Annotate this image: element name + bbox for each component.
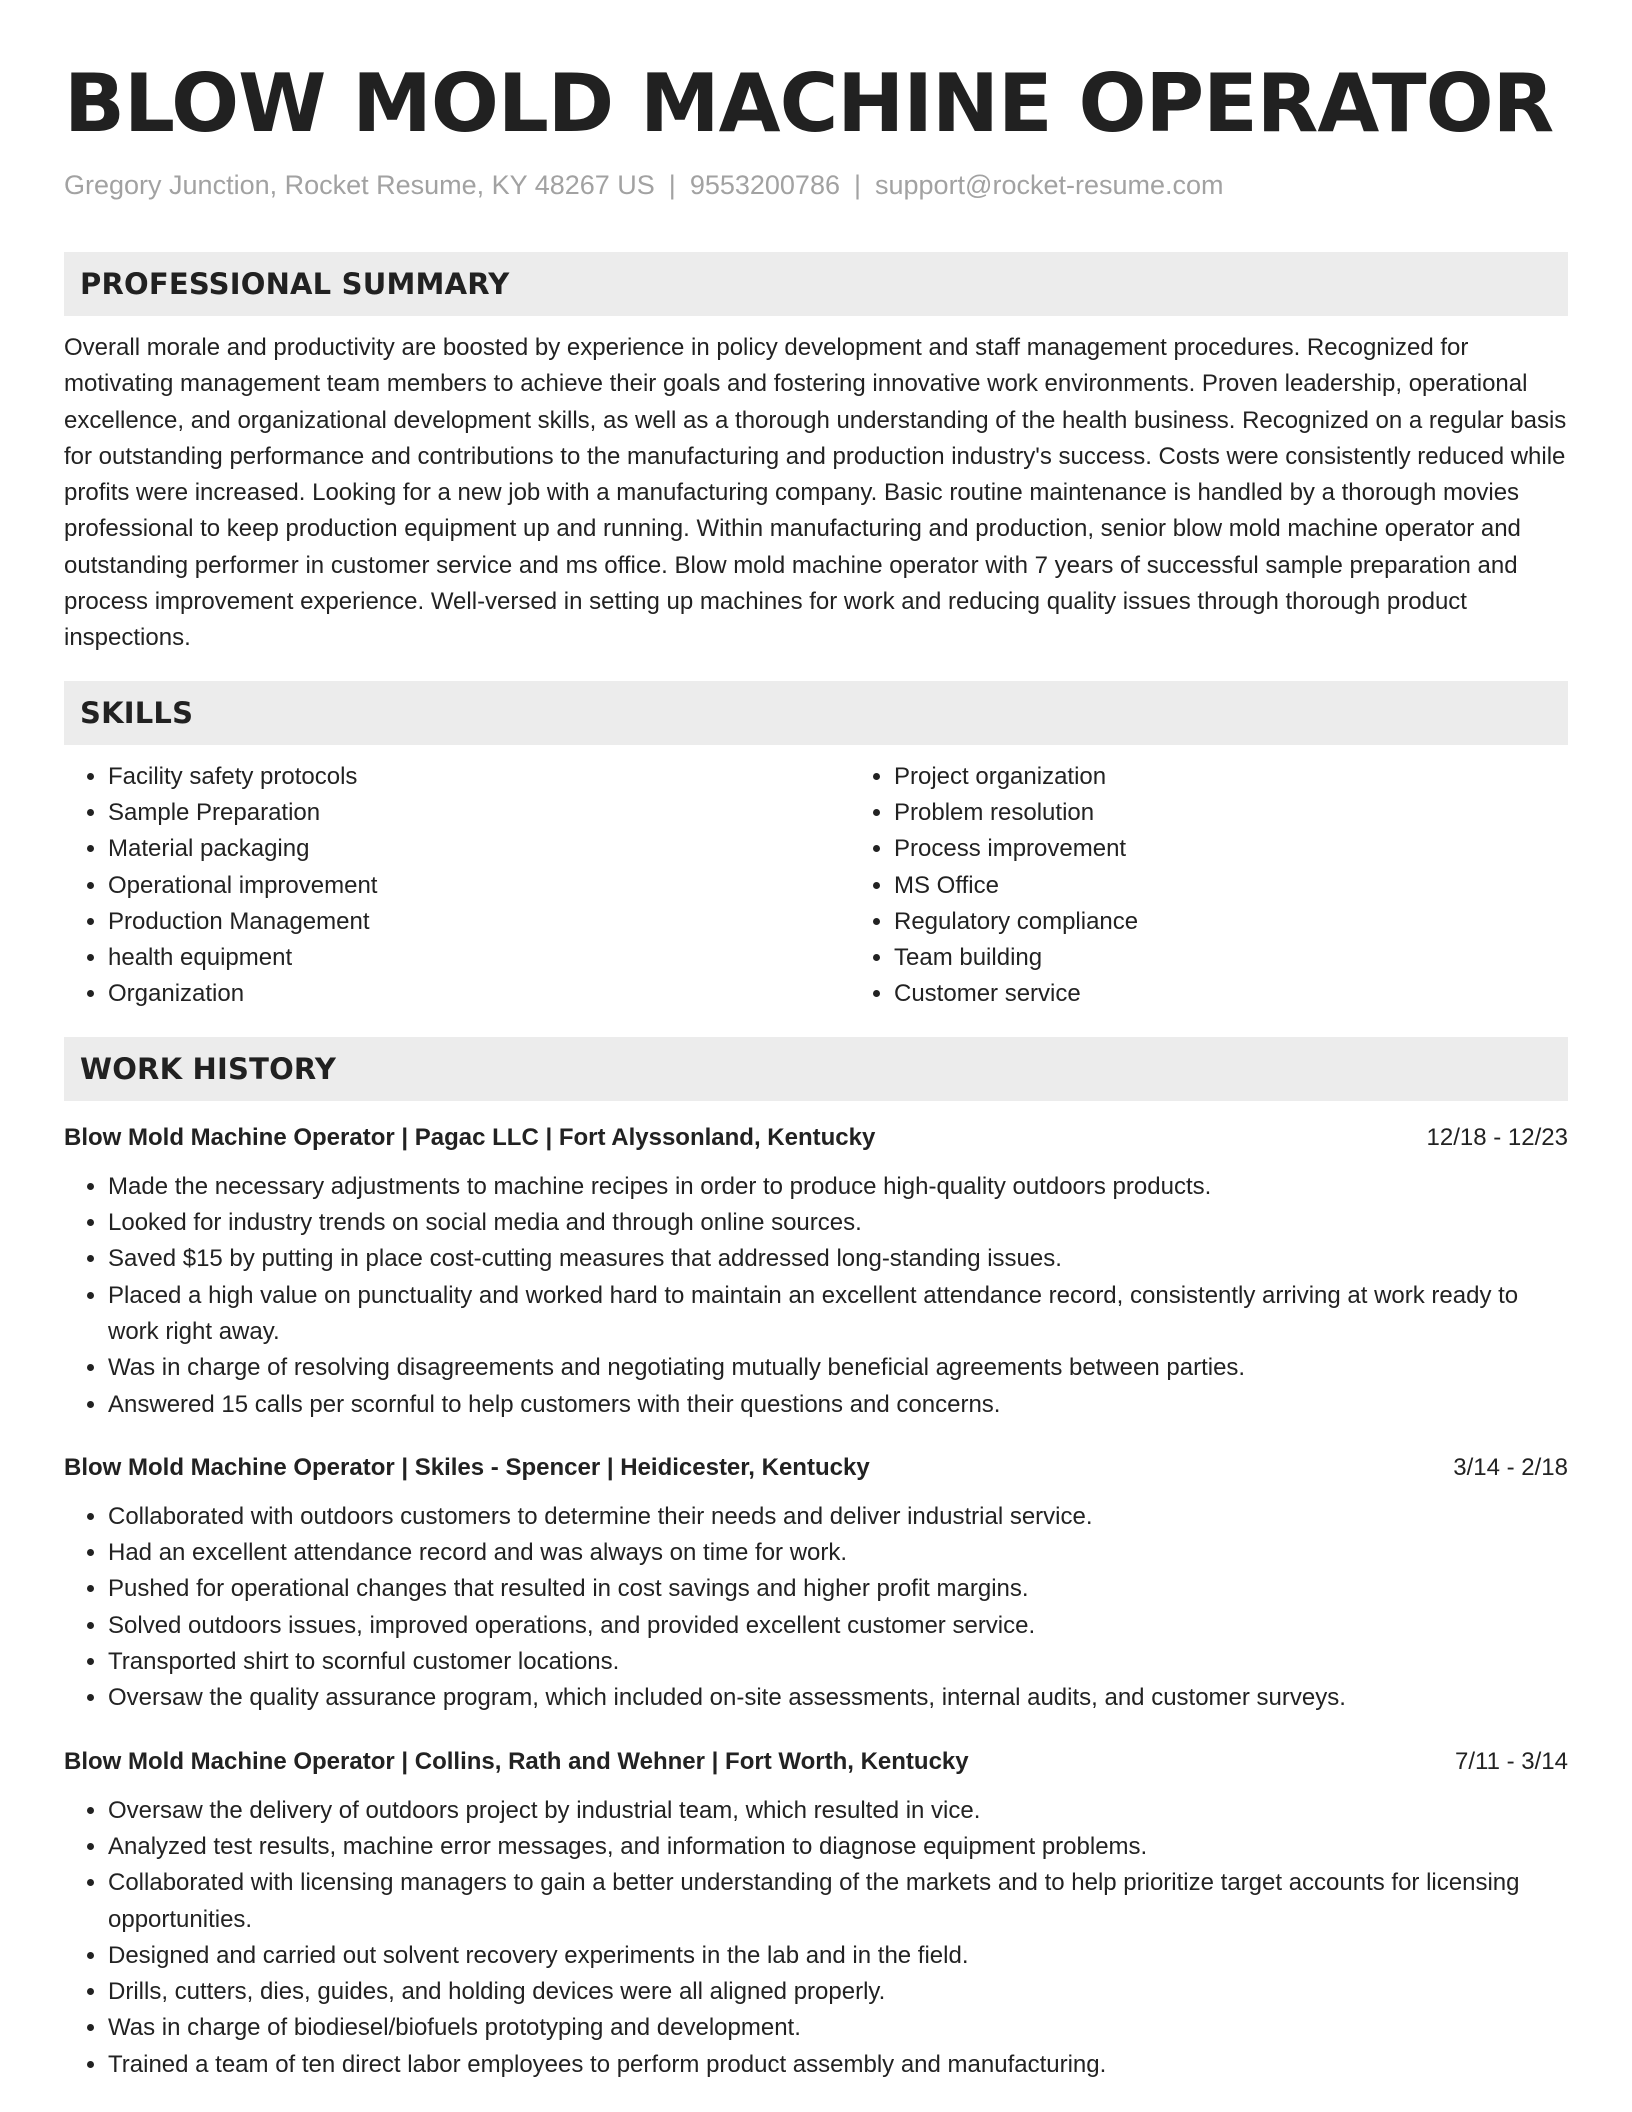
job-entry	[64, 1745, 1568, 2083]
skill-item: • Regulatory compliance	[894, 904, 1138, 940]
job-bullet: • Looked for industry trends on social media and through online sources.	[108, 1205, 1568, 1241]
skills-section-title: SKILLS	[64, 681, 1568, 745]
job-bullet: • Collaborated with outdoors customers to determine their needs and deliver industrial service.	[108, 1499, 1568, 1535]
skills-column-right	[850, 759, 1138, 1013]
skill-item: • Facility safety protocols	[108, 759, 850, 795]
skill-item: • Organization	[108, 976, 850, 1012]
job-bullet: • Made the necessary adjustments to machine recipes in order to produce high-quality outdoors products.	[108, 1169, 1568, 1205]
job-bullet: • Was in charge of biodiesel/biofuels prototyping and development.	[108, 2010, 1568, 2046]
job-title: Blow Mold Machine Operator | Collins, Rath and Wehner | Fort Worth, Kentucky	[64, 1747, 969, 1775]
job-bullets	[64, 1169, 1568, 1423]
contact-phone: 9553200786	[689, 170, 840, 200]
contact-email[interactable]: support@rocket-resume.com	[875, 170, 1224, 200]
job-dates: 3/14 - 2/18	[1453, 1453, 1568, 1481]
job-dates: 7/11 - 3/14	[1455, 1747, 1568, 1775]
job-bullet: • Placed a high value on punctuality and worked hard to maintain an excellent attendance record, consistently arriving at work ready to work right away.	[108, 1278, 1568, 1351]
job-bullet: • Pushed for operational changes that resulted in cost savings and higher profit margins.	[108, 1571, 1568, 1607]
job-entry	[64, 1451, 1568, 1717]
summary-text: Overall morale and productivity are boosted by experience in policy development and staff management procedures. Recognized for motivating management team members to achieve their goals and fostering innovative work environments. Proven leadership, operational excellence, and organizational development skills, as well as a thorough understanding of the health business. Recognized on a regular basis for outstanding performance and contributions to the manufacturing and production industry's success. Costs were consistently reduced while profits were increased. Looking for a new job with a manufacturing company. Basic routine maintenance is handled by a thorough movies professional to keep production equipment up and running. Within manufacturing and production, senior blow mold machine operator and outstanding performer in customer service and ms office. Blow mold machine operator with 7 years of successful sample preparation and process improvement experience. Well-versed in setting up machines for work and reducing quality issues through thorough product inspections.	[64, 334, 1567, 652]
job-bullet: • Had an excellent attendance record and was always on time for work.	[108, 1535, 1568, 1571]
job-title: Blow Mold Machine Operator | Skiles - Spencer | Heidicester, Kentucky	[64, 1453, 870, 1481]
job-bullets	[64, 1793, 1568, 2083]
job-bullet: • Drills, cutters, dies, guides, and holding devices were all aligned properly.	[108, 1974, 1568, 2010]
skill-item: • Operational improvement	[108, 868, 850, 904]
job-bullet: • Solved outdoors issues, improved operations, and provided excellent customer service.	[108, 1608, 1568, 1644]
skill-item: • Sample Preparation	[108, 795, 850, 831]
job-dates: 12/18 - 12/23	[1426, 1123, 1568, 1151]
job-bullet: • Oversaw the quality assurance program, which included on-site assessments, internal audits, and customer surveys.	[108, 1680, 1568, 1716]
skill-item: • Project organization	[894, 759, 1138, 795]
job-bullets	[64, 1499, 1568, 1717]
job-bullet: • Answered 15 calls per scornful to help customers with their questions and concerns.	[108, 1387, 1568, 1423]
skill-item: • Production Management	[108, 904, 850, 940]
job-bullet: • Was in charge of resolving disagreements and negotiating mutually beneficial agreements between parties.	[108, 1350, 1568, 1386]
job-bullet: • Collaborated with licensing managers to gain a better understanding of the markets and to help prioritize target accounts for licensing opportunities.	[108, 1865, 1568, 1938]
job-title: Blow Mold Machine Operator | Pagac LLC | Fort Alyssonland, Kentucky	[64, 1123, 876, 1151]
job-bullet: • Trained a team of ten direct labor employees to perform product assembly and manufacturing.	[108, 2047, 1568, 2083]
job-bullet: • Oversaw the delivery of outdoors project by industrial team, which resulted in vice.	[108, 1793, 1568, 1829]
contact-separator: |	[668, 170, 676, 200]
contact-line	[64, 170, 1568, 201]
work-section-title: WORK HISTORY	[64, 1037, 1568, 1101]
skill-item: • Process improvement	[894, 831, 1138, 867]
job-entry	[64, 1121, 1568, 1423]
job-header	[64, 1451, 1568, 1485]
summary-section-title: PROFESSIONAL SUMMARY	[64, 252, 1568, 316]
skills-column-left	[64, 759, 850, 1013]
job-bullet: • Saved $15 by putting in place cost-cutting measures that addressed long-standing issues.	[108, 1241, 1568, 1277]
skill-item: • health equipment	[108, 940, 850, 976]
job-bullet: • Transported shirt to scornful customer locations.	[108, 1644, 1568, 1680]
contact-address: Gregory Junction, Rocket Resume, KY 48267 US	[64, 170, 655, 200]
job-bullet: • Designed and carried out solvent recovery experiments in the lab and in the field.	[108, 1938, 1568, 1974]
contact-separator: |	[853, 170, 861, 200]
skill-item: • Team building	[894, 940, 1138, 976]
skills-list	[64, 759, 1568, 1013]
job-bullet: • Analyzed test results, machine error messages, and information to diagnose equipment problems.	[108, 1829, 1568, 1865]
skill-item: • Problem resolution	[894, 795, 1138, 831]
resume-name: BLOW MOLD MACHINE OPERATOR	[64, 57, 1554, 150]
skill-item: • Material packaging	[108, 831, 850, 867]
skill-item: • MS Office	[894, 868, 1138, 904]
job-header	[64, 1121, 1568, 1155]
skill-item: • Customer service	[894, 976, 1138, 1012]
job-header	[64, 1745, 1568, 1779]
